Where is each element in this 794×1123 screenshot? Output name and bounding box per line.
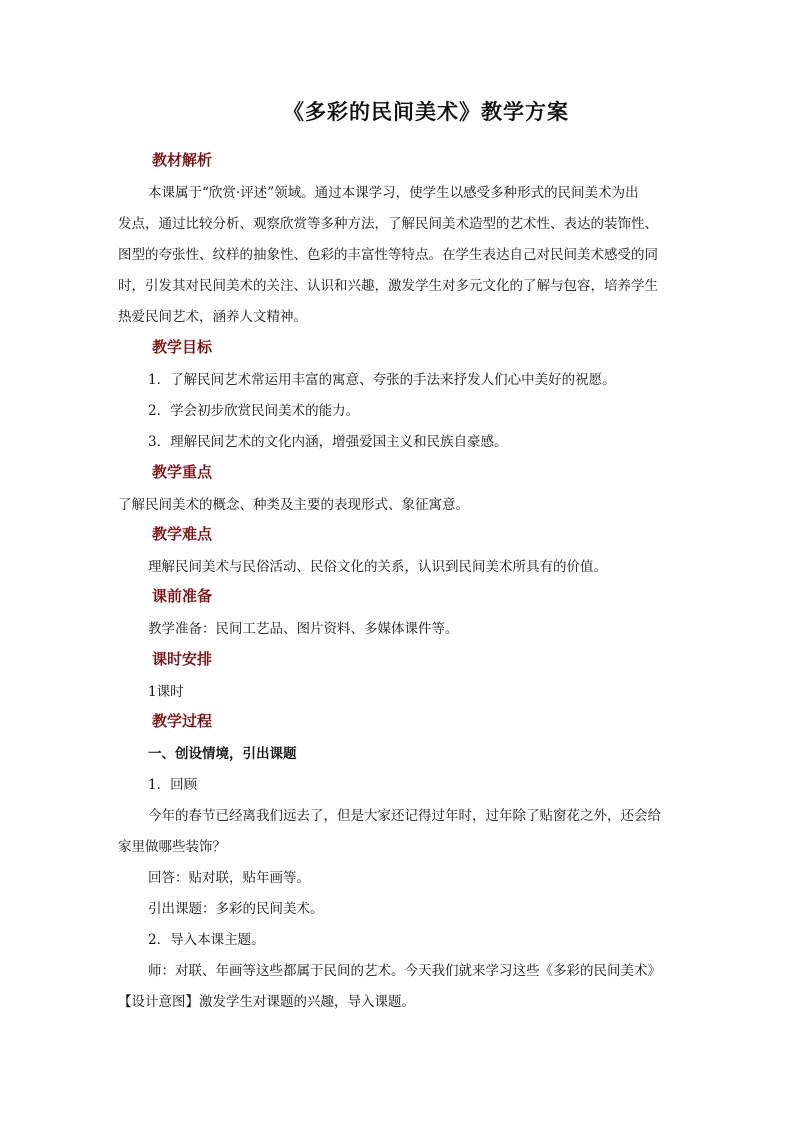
heading-focus: 教学重点 — [152, 463, 213, 481]
heading-process: 教学过程 — [152, 712, 213, 730]
document-title: 《多彩的民间美术》教学方案 — [283, 99, 569, 124]
heading-analysis: 教材解析 — [152, 151, 213, 169]
heading-goals: 教学目标 — [152, 338, 213, 356]
process-line-2: 今年的春节已经离我们远去了，但是大家还记得过年时，过年除了贴窗花之外，还会给 — [148, 808, 661, 824]
process-line-6: 2．导入本课主题。 — [148, 932, 265, 948]
heading-difficulty: 教学难点 — [152, 525, 213, 543]
goal-3: 3．理解民间艺术的文化内涵，增强爱国主义和民族自豪感。 — [148, 434, 508, 450]
process-line-3: 家里做哪些装饰？ — [118, 839, 226, 855]
process-line-7: 师：对联、年画等这些都属于民间的艺术。今天我们就来学习这些《多彩的民间美术》 — [148, 963, 661, 979]
analysis-line-2: 发点，通过比较分析、观察欣赏等多种方法，了解民间美术造型的艺术性、表达的装饰性、 — [118, 216, 658, 232]
focus-line-1: 了解民间美术的概念、种类及主要的表现形式、象征寓意。 — [118, 497, 469, 513]
process-line-5: 引出课题：多彩的民间美术。 — [148, 901, 324, 917]
difficulty-line-1: 理解民间美术与民俗活动、民俗文化的关系，认识到民间美术所具有的价值。 — [148, 559, 607, 575]
goal-1: 1．了解民间艺术常运用丰富的寓意、夸张的手法来抒发人们心中美好的祝愿。 — [148, 372, 616, 388]
process-line-1: 1．回顾 — [148, 777, 198, 793]
heading-schedule: 课时安排 — [152, 650, 213, 668]
process-line-4: 回答：贴对联，贴年画等。 — [148, 870, 310, 886]
schedule-line-1: 1课时 — [148, 684, 184, 700]
analysis-line-4: 时，引发其对民间美术的关注、认识和兴趣，激发学生对多元文化的了解与包容，培养学生 — [118, 278, 658, 294]
analysis-line-3: 图型的夸张性、纹样的抽象性、色彩的丰富性等特点。在学生表达自己对民间美术感受的同 — [118, 247, 658, 263]
process-line-8: 【设计意图】激发学生对课题的兴趣，导入课题。 — [118, 994, 415, 1010]
goal-2: 2．学会初步欣赏民间美术的能力。 — [148, 403, 360, 419]
analysis-line-5: 热爱民间艺术，涵养人文精神。 — [118, 309, 307, 325]
process-subheading: 一、创设情境，引出课题 — [148, 746, 297, 762]
heading-preparation: 课前准备 — [152, 587, 213, 605]
preparation-line-1: 教学准备：民间工艺品、图片资料、多媒体课件等。 — [148, 621, 459, 637]
analysis-line-1: 本课属于“欣赏·评述”领域。通过本课学习，使学生以感受多种形式的民间美术为出 — [148, 185, 639, 201]
